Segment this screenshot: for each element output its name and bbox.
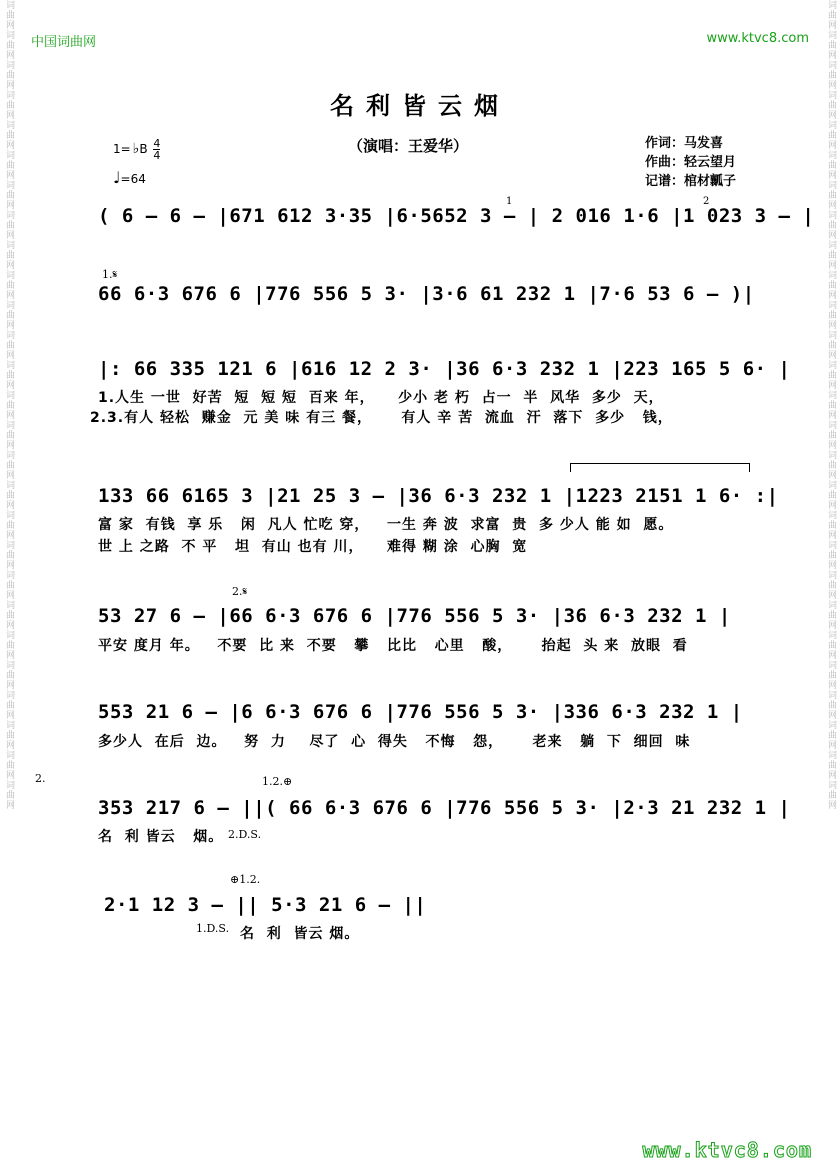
quarter-note-icon: ♩ xyxy=(113,168,121,187)
flat-icon: ♭ xyxy=(132,141,140,157)
left-watermark-strip xyxy=(2,0,16,1169)
notes-row-6: 553 21 6 – |6 6·3 676 6 |776 556 5 3· |336 6·3 232 1 | xyxy=(98,701,743,723)
key-signature xyxy=(113,138,160,161)
composer-credit: 作曲：轻云望月 xyxy=(645,155,737,170)
volta-mark-2: 2 xyxy=(703,196,710,207)
time-signature xyxy=(153,138,160,161)
song-title: 名利皆云烟 xyxy=(330,91,510,120)
tempo-value: =64 xyxy=(120,172,146,186)
tempo-marking xyxy=(113,168,146,187)
score-row-2 xyxy=(98,283,758,323)
lyric-row-7: 名 利 皆云 烟。 xyxy=(98,829,224,845)
transcriber-credit: 记谱：棺材瓤子 xyxy=(645,174,737,189)
ds-mark-1: 1.D.S. xyxy=(196,922,230,935)
key-letter: B xyxy=(139,142,148,156)
coda-mark-1: 1.2.⊕ xyxy=(262,775,293,788)
lyric-row-4-verse-1: 富 家 有钱 享 乐 闲 凡人 忙吃 穿， 一生 奔 波 求富 贵 多 少人 能 如 愿。 xyxy=(98,517,674,533)
lyric-row-6: 多少人 在后 边。 努 力 尽了 心 得失 不悔 怨， 老来 躺 下 细回 味 xyxy=(98,734,691,750)
site-url-right[interactable]: www.ktvc8.com xyxy=(706,31,809,46)
notes-row-2: 66 6·3 676 6 |776 556 5 3· |3·6 61 232 1 |7·6 53 6 – )| xyxy=(98,283,755,305)
site-name-left[interactable]: 中国词曲网 xyxy=(31,35,97,50)
lyric-row-3-verse-1: 1.人生 一世 好苦 短 短 短 百来 年， 少小 老 朽 占一 半 风华 多少 天， xyxy=(98,390,664,406)
lyric-row-4-verse-2: 世 上 之路 不 平 坦 有山 也有 川， 难得 糊 涂 心胸 宽 xyxy=(98,539,528,555)
notes-row-3: |: 66 335 121 6 |616 12 2 3· |36 6·3 232 1 |223 165 5 6· | xyxy=(98,358,791,380)
right-watermark-text: 词曲网词曲网词曲网词曲网词曲网词曲网词曲网词曲网词曲网词曲网词曲网词曲网词曲网词曲网词曲网词曲网词曲网词曲网词曲网词曲网词曲网词曲网词曲网词曲网词曲网词曲网词曲网 xyxy=(826,0,836,810)
time-top: 4 xyxy=(153,137,161,150)
lyricist-credit: 作词：马发喜 xyxy=(645,136,724,151)
right-watermark-strip xyxy=(824,0,838,1169)
first-ending-bracket xyxy=(570,463,750,472)
lyric-row-5: 平安 度月 年。 不要 比 来 不要 攀 比比 心里 酸， 抬起 头 来 放眼 看 xyxy=(98,638,688,654)
lyric-row-8: 名 利 皆云 烟。 xyxy=(240,926,360,942)
segno-mark-2: 2.𝄋 xyxy=(232,585,248,598)
credits-block xyxy=(645,134,736,191)
notes-row-5: 53 27 6 – |66 6·3 676 6 |776 556 5 3· |36 6·3 232 1 | xyxy=(98,605,731,627)
segno-mark-1: 1.𝄋 xyxy=(102,268,118,281)
score-row-1 xyxy=(98,205,815,245)
coda-mark-2: ⊕1.2. xyxy=(230,873,261,886)
ds-mark-2: 2.D.S. xyxy=(228,828,262,841)
notes-row-8: 2·1 12 3 – || 5·3 21 6 – || xyxy=(104,894,427,916)
volta-mark-1: 1 xyxy=(506,196,513,207)
notes-row-1: ( 6 – 6 – |671 612 3·35 |6·5652 3 – | 2 016 1·6 |1 023 3 – | xyxy=(98,205,815,227)
lyric-row-3-verse-2: 2.3.有人 轻松 赚金 元 美 味 有三 餐， 有人 辛 苦 流血 汗 落下 多少 钱， xyxy=(90,410,673,426)
left-watermark-text: 词曲网词曲网词曲网词曲网词曲网词曲网词曲网词曲网词曲网词曲网词曲网词曲网词曲网词曲网词曲网词曲网词曲网词曲网词曲网词曲网词曲网词曲网词曲网词曲网词曲网词曲网词曲网 xyxy=(4,0,14,810)
second-ending-mark: 2. xyxy=(35,772,46,785)
singer-credit: （演唱：王爱华） xyxy=(348,137,469,155)
notes-row-4: 133 66 6165 3 |21 25 3 – |36 6·3 232 1 |1223 2151 1 6· :| xyxy=(98,485,779,507)
key-prefix: 1= xyxy=(113,142,131,156)
notes-row-7: 353 217 6 – ||( 66 6·3 676 6 |776 556 5 3· |2·3 21 232 1 | xyxy=(98,797,791,819)
time-bottom: 4 xyxy=(153,149,161,162)
site-logo-bottom[interactable]: www.ktvc8.com xyxy=(642,1138,812,1162)
